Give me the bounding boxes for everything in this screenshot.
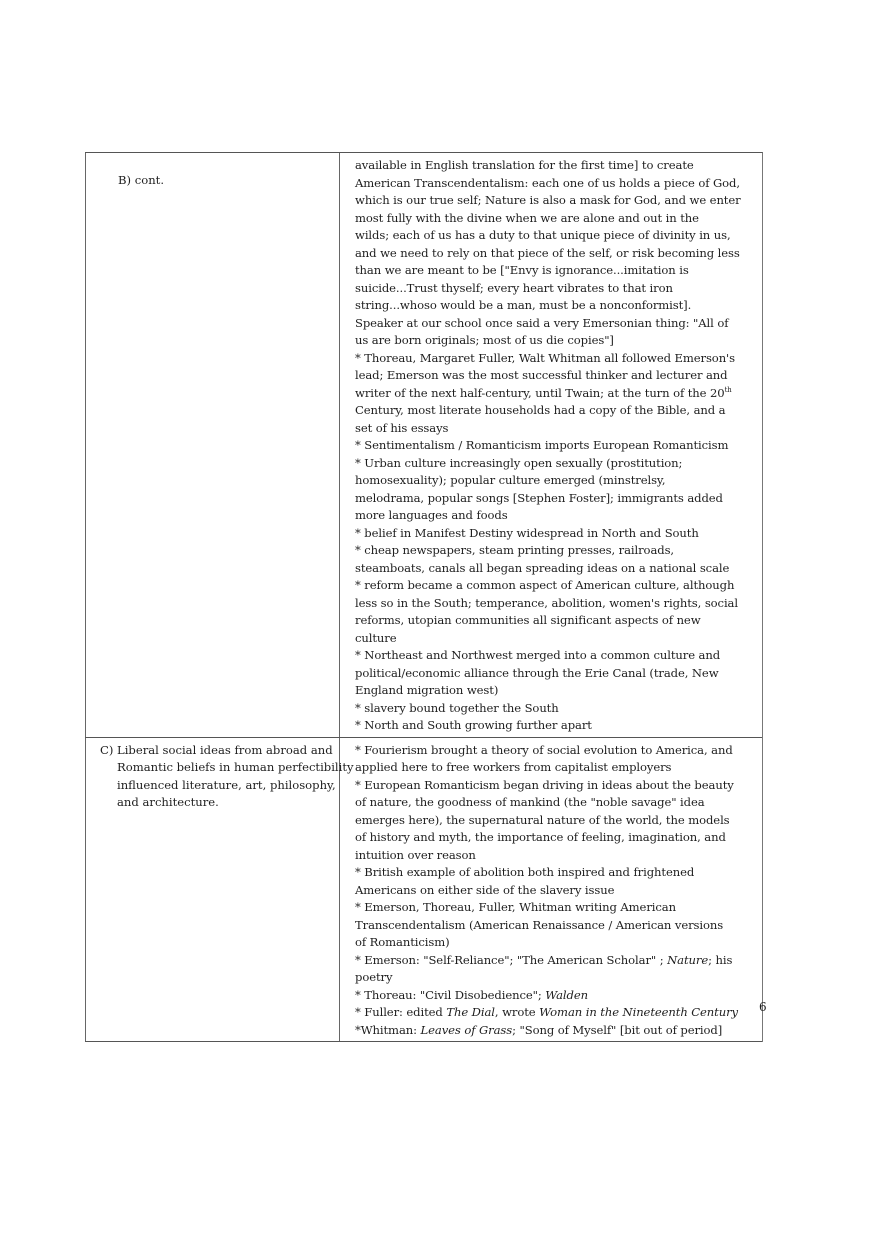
text-line (355, 332, 762, 350)
text-segment: of nature, the goodness of mankind (the "noble savage" idea (355, 795, 705, 809)
text-line (355, 717, 762, 735)
text-segment: emerges here), the supernatural nature of the world, the models (355, 812, 730, 827)
text-segment: * belief in Manifest Destiny widespread in North and South (355, 525, 699, 540)
text-line (355, 210, 762, 228)
italic-title: The Dial (446, 1005, 495, 1019)
text-segment: than we are meant to be ["Envy is ignorance...imitation is (355, 263, 689, 277)
text-segment: * Sentimentalism / Romanticism imports European Romanticism (355, 438, 729, 452)
text-line (355, 612, 762, 630)
italic-title: Walden (545, 987, 588, 1002)
heading-line: Liberal social ideas from abroad and (117, 742, 333, 757)
text-segment: England migration west) (355, 683, 499, 697)
text-line (355, 297, 762, 315)
italic-title: Woman in the Nineteenth Century (539, 1005, 738, 1019)
italic-title: Leaves of Grass (420, 1022, 513, 1037)
text-line (355, 227, 762, 245)
left-cell (85, 153, 340, 737)
text-line (355, 175, 762, 193)
text-line (355, 847, 762, 865)
text-segment: * slavery bound together the South (355, 700, 559, 715)
text-line (355, 794, 762, 812)
text-line (355, 192, 762, 210)
text-segment: * Northeast and Northwest merged into a common culture and (355, 648, 721, 662)
text-segment: * Fourierism brought a theory of social evolution to America, and (355, 742, 733, 757)
text-line (355, 742, 762, 760)
text-line (355, 952, 762, 970)
text-segment: * Thoreau, Margaret Fuller, Walt Whitman all followed Emerson's (355, 350, 735, 365)
right-cell (340, 153, 762, 737)
text-segment: political/economic alliance through the Erie Canal (trade, New (355, 665, 719, 680)
page-number: 6 (759, 1000, 767, 1014)
section-heading (117, 742, 354, 812)
text-line (355, 777, 762, 795)
text-segment: American Transcendentalism: each one of us holds a piece of God, (355, 175, 740, 190)
heading-line: Romantic beliefs in human perfectibility (117, 760, 354, 774)
text-line (355, 472, 762, 490)
text-line (355, 899, 762, 917)
text-segment: ; his (708, 952, 733, 967)
text-line (355, 700, 762, 718)
left-cell (85, 738, 354, 1042)
text-segment: Transcendentalism (American Renaissance / American versions (355, 917, 724, 932)
text-line (355, 490, 762, 508)
text-segment: set of his essays (355, 420, 449, 435)
text-segment: writer of the next half-century, until Twain; at the turn of the 20 (355, 385, 725, 400)
text-line (355, 665, 762, 683)
text-segment: and we need to rely on that piece of the self, or risk becoming less (355, 245, 740, 260)
text-segment: steamboats, canals all began spreading ideas on a national scale (355, 560, 730, 575)
text-segment: melodrama, popular songs [Stephen Foster]; immigrants added (355, 490, 723, 505)
text-segment: ; "Song of Myself" [bit out of period] (512, 1022, 723, 1037)
text-line (355, 917, 762, 935)
text-segment: * reform became a common aspect of American culture, although (355, 578, 735, 592)
text-line (355, 969, 762, 987)
text-segment: wilds; each of us has a duty to that unique piece of divinity in us, (355, 228, 731, 242)
text-segment: culture (355, 630, 397, 645)
text-line (355, 647, 762, 665)
text-segment: * Fuller: edited (355, 1005, 447, 1019)
text-line (355, 987, 762, 1005)
text-line (355, 864, 762, 882)
text-line (355, 245, 762, 263)
text-segment: Speaker at our school once said a very Emersonian thing: "All of (355, 315, 729, 330)
text-segment: of Romanticism) (355, 935, 450, 949)
text-line (355, 315, 762, 333)
text-segment: * European Romanticism began driving in ideas about the beauty (355, 777, 734, 792)
text-segment: * North and South growing further apart (355, 718, 592, 732)
text-line (355, 1004, 762, 1022)
text-segment: available in English translation for the first time] to create (355, 158, 694, 172)
italic-title: Nature (667, 952, 709, 967)
text-segment: * Urban culture increasingly open sexually (prostitution; (355, 455, 683, 470)
right-cell (340, 738, 762, 1042)
text-segment: Century, most literate households had a copy of the Bible, and a (355, 403, 726, 417)
text-line (355, 759, 762, 777)
text-line (355, 542, 762, 560)
text-segment: * Thoreau: "Civil Disobedience"; (355, 987, 546, 1002)
text-segment: * British example of abolition both inspired and frightened (355, 865, 695, 879)
text-line (355, 437, 762, 455)
text-segment: * cheap newspapers, steam printing presses, railroads, (355, 543, 675, 557)
text-line (355, 280, 762, 298)
heading-line: influenced literature, art, philosophy, (117, 777, 336, 792)
text-segment: * Emerson: "Self-Reliance"; "The American Scholar" ; (355, 952, 668, 967)
text-segment: reforms, utopian communities all significant aspects of new (355, 613, 701, 627)
text-line (355, 455, 762, 473)
text-line (355, 525, 762, 543)
text-line (355, 385, 762, 403)
text-line (355, 350, 762, 368)
section-label: B) cont. (118, 173, 165, 187)
text-segment: , wrote (494, 1005, 540, 1019)
text-line (355, 507, 762, 525)
text-segment: *Whitman: (355, 1022, 421, 1037)
text-line (355, 157, 762, 175)
text-segment: lead; Emerson was the most successful thinker and lecturer and (355, 368, 728, 382)
text-segment: * Emerson, Thoreau, Fuller, Whitman writing American (355, 900, 676, 914)
text-line (355, 367, 762, 385)
text-line (355, 402, 762, 420)
text-line (355, 1022, 762, 1040)
text-segment: most fully with the divine when we are alone and out in the (355, 210, 699, 225)
text-segment: intuition over reason (355, 847, 476, 862)
text-line (355, 829, 762, 847)
text-line (355, 560, 762, 578)
text-segment: suicide...Trust thyself; every heart vibrates to that iron (355, 280, 673, 295)
text-line (355, 420, 762, 438)
table-row-c (85, 738, 762, 1043)
text-segment: us are born originals; most of us die copies"] (355, 333, 614, 347)
text-line (355, 595, 762, 613)
outline-table (85, 152, 763, 1042)
text-line (355, 682, 762, 700)
text-line (355, 934, 762, 952)
text-line (355, 630, 762, 648)
text-line (355, 882, 762, 900)
text-segment: more languages and foods (355, 508, 508, 522)
text-segment: of history and myth, the importance of feeling, imagination, and (355, 830, 726, 844)
text-segment: less so in the South; temperance, abolition, women's rights, social (355, 595, 738, 610)
section-marker: C) (100, 742, 114, 757)
text-segment: Americans on either side of the slavery issue (355, 882, 615, 897)
text-segment: homosexuality); popular culture emerged (minstrelsy, (355, 473, 666, 487)
text-segment: which is our true self; Nature is also a mask for God, and we enter (355, 193, 741, 207)
text-segment: poetry (355, 970, 393, 984)
heading-line: and architecture. (117, 795, 219, 809)
text-segment: string...whoso would be a man, must be a nonconformist]. (355, 298, 692, 312)
text-segment: applied here to free workers from capitalist employers (355, 760, 672, 774)
text-line (355, 262, 762, 280)
text-segment: th (724, 385, 732, 394)
text-line (355, 577, 762, 595)
table-row-b-cont (85, 153, 762, 738)
text-line (355, 812, 762, 830)
